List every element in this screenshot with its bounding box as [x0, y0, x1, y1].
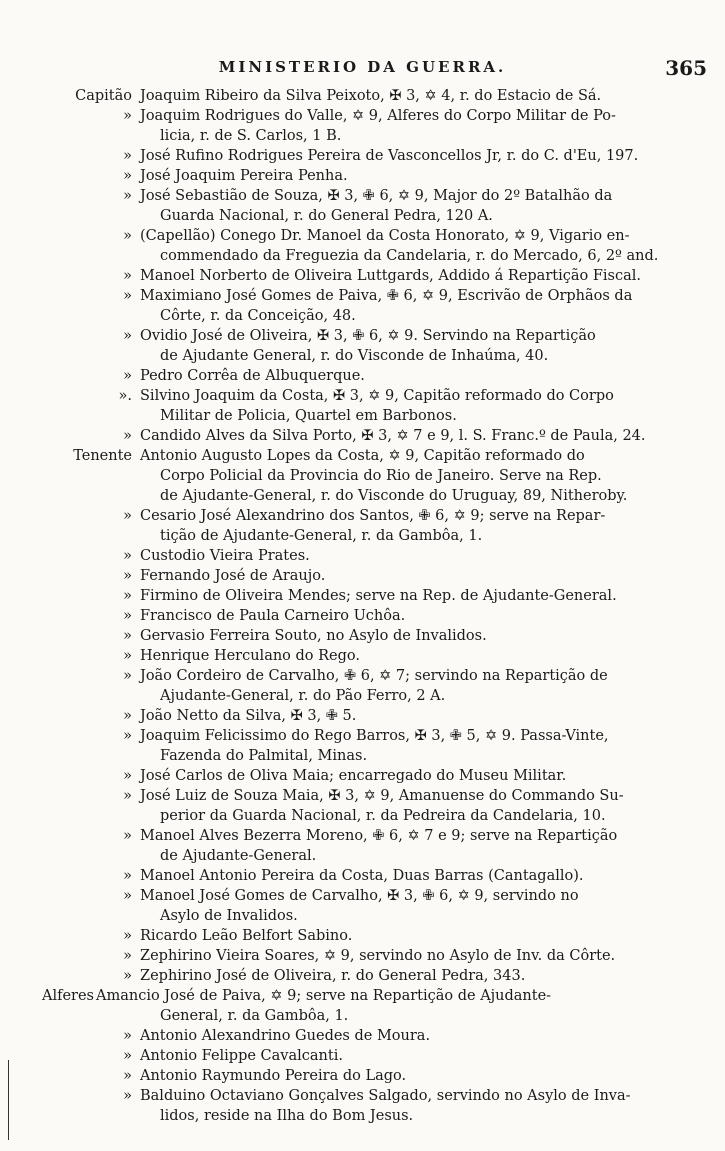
- entry-line: [0, 426, 725, 446]
- rank-label: »: [123, 968, 132, 984]
- entry-continuation-line: [0, 806, 725, 826]
- officer-entry: [0, 866, 725, 886]
- rank-label: »: [123, 568, 132, 584]
- officer-entry: [0, 506, 725, 546]
- entry-text: de Ajudante General, r. do Visconde de Inhaúma, 40.: [160, 348, 549, 364]
- entry-text: Antonio Alexandrino Guedes de Moura.: [140, 1028, 431, 1044]
- officer-entry: [0, 446, 725, 506]
- entry-text: João Cordeiro de Carvalho, ✙ 6, ✡ 7; servindo na Repartição de: [140, 668, 608, 684]
- entry-continuation-line: [0, 246, 725, 266]
- entry-line: [0, 166, 725, 186]
- entry-line: [0, 946, 725, 966]
- rank-label: »: [123, 428, 132, 444]
- rank-label: »: [123, 288, 132, 304]
- entry-line: [0, 706, 725, 726]
- entry-line: [0, 86, 725, 106]
- entry-continuation-line: [0, 846, 725, 866]
- entry-text: Candido Alves da Silva Porto, ✠ 3, ✡ 7 e 9, l. S. Franc.º de Paula, 24.: [140, 428, 646, 444]
- page-number: 365: [665, 56, 707, 80]
- officer-entry: [0, 826, 725, 866]
- entry-text: Francisco de Paula Carneiro Uchôa.: [140, 608, 406, 624]
- entry-line: [0, 506, 725, 526]
- entry-line: [0, 146, 725, 166]
- entry-text: José Rufino Rodrigues Pereira de Vasconcellos Jr, r. do C. d'Eu, 197.: [140, 148, 639, 164]
- rank-label: »: [123, 188, 132, 204]
- entry-line: [0, 106, 725, 126]
- entry-line: [0, 726, 725, 746]
- entry-line: [0, 586, 725, 606]
- entry-continuation-line: [0, 406, 725, 426]
- officer-entry: [0, 606, 725, 626]
- rank-label: »: [123, 148, 132, 164]
- officer-entry: [0, 386, 725, 426]
- entry-line: [0, 286, 725, 306]
- officer-entry: [0, 166, 725, 186]
- entry-text: Fazenda do Palmital, Minas.: [160, 748, 368, 764]
- entry-continuation-line: [0, 526, 725, 546]
- entry-text: perior da Guarda Nacional, r. da Pedreira da Candelaria, 10.: [160, 808, 606, 824]
- rank-label: »: [123, 628, 132, 644]
- entry-text: Balduino Octaviano Gonçalves Salgado, servindo no Asylo de Inva-: [140, 1088, 631, 1104]
- rank-label: »: [123, 508, 132, 524]
- officer-entry: [0, 566, 725, 586]
- officer-entry: [0, 226, 725, 266]
- rank-label: »: [123, 788, 132, 804]
- officer-entry: [0, 366, 725, 386]
- entry-text: Côrte, r. da Conceição, 48.: [160, 308, 356, 324]
- rank-label: »: [123, 588, 132, 604]
- entry-line: [0, 186, 725, 206]
- entry-continuation-line: [0, 1106, 725, 1126]
- rank-label: »: [123, 1068, 132, 1084]
- entry-line: [0, 446, 725, 466]
- entry-line: [0, 566, 725, 586]
- entry-text: (Capellão) Conego Dr. Manoel da Costa Honorato, ✡ 9, Vigario en-: [140, 228, 630, 244]
- entry-text: Cesario José Alexandrino dos Santos, ✙ 6, ✡ 9; serve na Repar-: [140, 508, 606, 524]
- entry-text: Manoel José Gomes de Carvalho, ✠ 3, ✙ 6, ✡ 9, servindo no: [140, 888, 579, 904]
- entry-line: [0, 1086, 725, 1106]
- rank-label: »: [123, 708, 132, 724]
- rank-label: »: [123, 728, 132, 744]
- rank-label: »: [123, 548, 132, 564]
- entry-continuation-line: [0, 486, 725, 506]
- officer-entry: [0, 106, 725, 146]
- entry-text: de Ajudante-General.: [160, 848, 317, 864]
- entry-text: de Ajudante-General, r. do Visconde do Uruguay, 89, Nitheroby.: [160, 488, 628, 504]
- entry-text: Corpo Policial da Provincia do Rio de Janeiro. Serve na Rep.: [160, 468, 602, 484]
- entry-text: José Luiz de Souza Maia, ✠ 3, ✡ 9, Amanuense do Commando Su-: [140, 788, 624, 804]
- officer-entry: [0, 926, 725, 946]
- officer-entry: [0, 886, 725, 926]
- entry-line: [0, 626, 725, 646]
- entry-line: [0, 326, 725, 346]
- entry-text: licia, r. de S. Carlos, 1 B.: [160, 128, 342, 144]
- rank-label: »: [123, 1048, 132, 1064]
- rank-label: Capitão: [75, 88, 132, 104]
- rank-label: »: [123, 648, 132, 664]
- rank-label: »: [123, 948, 132, 964]
- margin-rule: [8, 1060, 9, 1140]
- entry-text: Amancio José de Paiva, ✡ 9; serve na Repartição de Ajudante-: [96, 988, 552, 1004]
- entry-continuation-line: [0, 1006, 725, 1026]
- officer-entry: [0, 766, 725, 786]
- entry-text: Antonio Felippe Cavalcanti.: [140, 1048, 343, 1064]
- entry-text: Antonio Raymundo Pereira do Lago.: [140, 1068, 407, 1084]
- entry-continuation-line: [0, 746, 725, 766]
- entry-text: Ovidio José de Oliveira, ✠ 3, ✙ 6, ✡ 9. Servindo na Repartição: [140, 328, 596, 344]
- entry-text: Maximiano José Gomes de Paiva, ✙ 6, ✡ 9, Escrivão de Orphãos da: [140, 288, 633, 304]
- entry-line: [0, 1066, 725, 1086]
- page-title: MINISTERIO DA GUERRA.: [218, 58, 507, 76]
- entry-text: Antonio Augusto Lopes da Costa, ✡ 9, Capitão reformado do: [140, 448, 585, 464]
- entry-text: Ricardo Leão Belfort Sabino.: [140, 928, 353, 944]
- entry-text: Henrique Herculano do Rego.: [140, 648, 361, 664]
- rank-label: »: [123, 608, 132, 624]
- entry-line: [0, 766, 725, 786]
- entry-line: [0, 606, 725, 626]
- entry-text: Joaquim Ribeiro da Silva Peixoto, ✠ 3, ✡ 4, r. do Estacio de Sá.: [140, 88, 602, 104]
- entry-line: [0, 366, 725, 386]
- entry-continuation-line: [0, 466, 725, 486]
- rank-label: »: [123, 328, 132, 344]
- entry-text: Asylo de Invalidos.: [160, 908, 298, 924]
- rank-label: Alferes: [41, 988, 94, 1004]
- entry-line: [0, 986, 725, 1006]
- rank-label: »: [123, 228, 132, 244]
- rank-label: »: [123, 888, 132, 904]
- entry-text: Zephirino Vieira Soares, ✡ 9, servindo no Asylo de Inv. da Côrte.: [140, 948, 616, 964]
- officer-entry: [0, 1066, 725, 1086]
- officer-entry: [0, 286, 725, 326]
- entry-text: Joaquim Rodrigues do Valle, ✡ 9, Alferes do Corpo Militar de Po-: [140, 108, 616, 124]
- rank-label: ».: [118, 388, 132, 404]
- officer-entry: [0, 326, 725, 366]
- rank-label: »: [123, 868, 132, 884]
- officer-entry: [0, 426, 725, 446]
- officer-entry: [0, 646, 725, 666]
- entry-text: commendado da Freguezia da Candelaria, r. do Mercado, 6, 2º and.: [160, 248, 659, 264]
- entry-line: [0, 826, 725, 846]
- officer-entry: [0, 966, 725, 986]
- rank-label: »: [123, 368, 132, 384]
- entry-text: João Netto da Silva, ✠ 3, ✙ 5.: [140, 708, 357, 724]
- entry-text: Zephirino José de Oliveira, r. do General Pedra, 343.: [140, 968, 526, 984]
- officer-entry: [0, 1026, 725, 1046]
- entry-line: [0, 786, 725, 806]
- entry-text: Ajudante-General, r. do Pão Ferro, 2 A.: [160, 688, 446, 704]
- entry-text: Firmino de Oliveira Mendes; serve na Rep. de Ajudante-General.: [140, 588, 617, 604]
- entry-line: [0, 266, 725, 286]
- entry-line: [0, 926, 725, 946]
- officer-entry: [0, 946, 725, 966]
- entry-text: tição de Ajudante-General, r. da Gambôa, 1.: [160, 528, 483, 544]
- entry-line: [0, 386, 725, 406]
- officer-entry: [0, 1046, 725, 1066]
- entry-line: [0, 1046, 725, 1066]
- entry-text: Joaquim Felicissimo do Rego Barros, ✠ 3, ✙ 5, ✡ 9. Passa-Vinte,: [140, 728, 609, 744]
- rank-label: »: [123, 1088, 132, 1104]
- entry-text: Custodio Vieira Prates.: [140, 548, 310, 564]
- entry-line: [0, 1026, 725, 1046]
- rank-label: Tenente: [73, 448, 132, 464]
- entry-text: José Joaquim Pereira Penha.: [140, 168, 348, 184]
- entry-text: Fernando José de Araujo.: [140, 568, 326, 584]
- officer-entry: [0, 186, 725, 226]
- officer-entry: [0, 726, 725, 766]
- entry-continuation-line: [0, 206, 725, 226]
- entry-continuation-line: [0, 306, 725, 326]
- officer-list: [0, 86, 725, 1126]
- officer-entry: [0, 1086, 725, 1126]
- entry-text: Gervasio Ferreira Souto, no Asylo de Invalidos.: [140, 628, 487, 644]
- entry-continuation-line: [0, 126, 725, 146]
- entry-text: Militar de Policia, Quartel em Barbonos.: [160, 408, 457, 424]
- entry-text: José Sebastião de Souza, ✠ 3, ✙ 6, ✡ 9, Major do 2º Batalhão da: [140, 188, 613, 204]
- entry-line: [0, 966, 725, 986]
- entry-text: lidos, reside na Ilha do Bom Jesus.: [160, 1108, 414, 1124]
- rank-label: »: [123, 1028, 132, 1044]
- entry-text: José Carlos de Oliva Maia; encarregado do Museu Militar.: [140, 768, 567, 784]
- entry-continuation-line: [0, 346, 725, 366]
- entry-text: Manoel Antonio Pereira da Costa, Duas Barras (Cantagallo).: [140, 868, 584, 884]
- officer-entry: [0, 986, 725, 1026]
- entry-text: Pedro Corrêa de Albuquerque.: [140, 368, 365, 384]
- entry-text: General, r. da Gambôa, 1.: [160, 1008, 349, 1024]
- entry-line: [0, 866, 725, 886]
- rank-label: »: [123, 668, 132, 684]
- officer-entry: [0, 266, 725, 286]
- entry-text: Guarda Nacional, r. do General Pedra, 120 A.: [160, 208, 493, 224]
- entry-line: [0, 646, 725, 666]
- officer-entry: [0, 86, 725, 106]
- entry-text: Manoel Norberto de Oliveira Luttgards, Addido á Repartição Fiscal.: [140, 268, 641, 284]
- entry-continuation-line: [0, 906, 725, 926]
- entry-line: [0, 666, 725, 686]
- rank-label: »: [123, 768, 132, 784]
- officer-entry: [0, 786, 725, 826]
- officer-entry: [0, 666, 725, 706]
- officer-entry: [0, 146, 725, 166]
- entry-text: Manoel Alves Bezerra Moreno, ✙ 6, ✡ 7 e 9; serve na Repartição: [140, 828, 618, 844]
- entry-text: Silvino Joaquim da Costa, ✠ 3, ✡ 9, Capitão reformado do Corpo: [140, 388, 614, 404]
- rank-label: »: [123, 108, 132, 124]
- rank-label: »: [123, 268, 132, 284]
- rank-label: »: [123, 928, 132, 944]
- entry-line: [0, 226, 725, 246]
- rank-label: »: [123, 828, 132, 844]
- entry-line: [0, 886, 725, 906]
- page-header: [0, 58, 725, 82]
- officer-entry: [0, 586, 725, 606]
- entry-continuation-line: [0, 686, 725, 706]
- entry-line: [0, 546, 725, 566]
- officer-entry: [0, 546, 725, 566]
- rank-label: »: [123, 168, 132, 184]
- officer-entry: [0, 706, 725, 726]
- officer-entry: [0, 626, 725, 646]
